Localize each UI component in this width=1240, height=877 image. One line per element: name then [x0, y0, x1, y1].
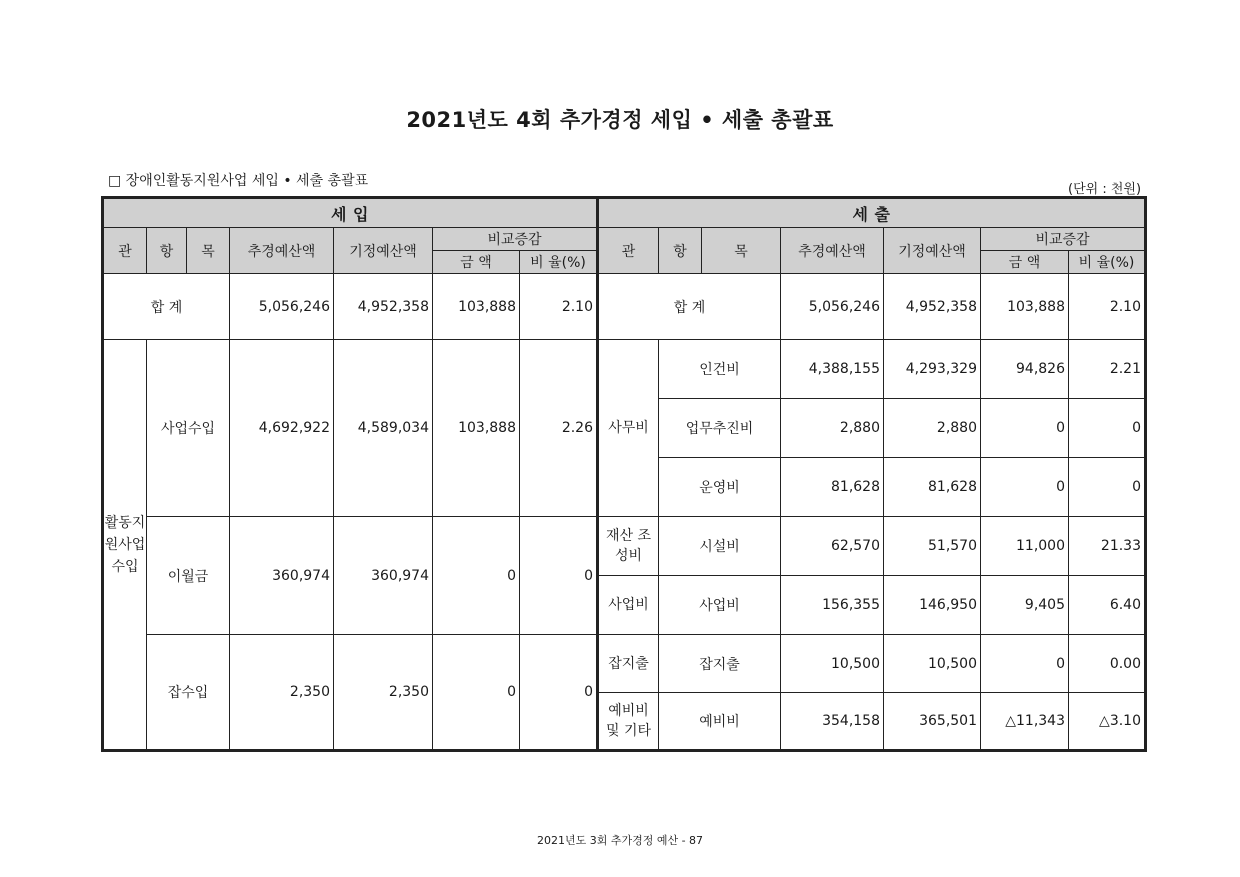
expense-existing: 146,950: [884, 576, 981, 635]
expense-existing: 2,880: [884, 399, 981, 458]
expense-existing: 81,628: [884, 458, 981, 517]
revenue-gwan: 활동지원사업수입: [103, 340, 147, 751]
expense-gwan: 재산 조성비: [598, 517, 659, 576]
expense-mok: 운영비: [659, 458, 781, 517]
expense-diff: △11,343: [981, 693, 1069, 751]
expense-diff: 0: [981, 635, 1069, 693]
col-mok: 목: [702, 228, 781, 274]
table-row: [103, 517, 1146, 576]
revenue-total-existing: 4,952,358: [334, 274, 433, 340]
table-row: [103, 340, 1146, 399]
revenue-revised: 2,350: [230, 635, 334, 751]
revenue-existing: 2,350: [334, 635, 433, 751]
expense-mok: 시설비: [659, 517, 781, 576]
expense-diff: 94,826: [981, 340, 1069, 399]
revenue-existing: 4,589,034: [334, 340, 433, 517]
revenue-diff: 103,888: [433, 340, 520, 517]
expense-ratio: 0: [1069, 458, 1146, 517]
expense-ratio: 2.21: [1069, 340, 1146, 399]
col-gwan: 관: [103, 228, 147, 274]
expense-existing: 51,570: [884, 517, 981, 576]
revenue-ratio: 2.26: [520, 340, 598, 517]
revenue-ratio: 0: [520, 635, 598, 751]
revenue-revised: 360,974: [230, 517, 334, 635]
revenue-total-diff: 103,888: [433, 274, 520, 340]
revenue-hang: 잡수입: [147, 635, 230, 751]
expense-total-revised: 5,056,246: [781, 274, 884, 340]
col-compare: 비교증감: [433, 228, 598, 251]
expense-section-header: 세 출: [598, 198, 1146, 228]
table-row: [103, 635, 1146, 693]
revenue-section-header: 세 입: [103, 198, 598, 228]
col-ratio: 비 율(%): [520, 251, 598, 274]
expense-gwan: 잡지출: [598, 635, 659, 693]
expense-revised: 354,158: [781, 693, 884, 751]
expense-diff: 9,405: [981, 576, 1069, 635]
revenue-total-ratio: 2.10: [520, 274, 598, 340]
revenue-total-label: 합 계: [103, 274, 230, 340]
revenue-ratio: 0: [520, 517, 598, 635]
col-gwan: 관: [598, 228, 659, 274]
page-title: 2021년도 4회 추가경정 세입 • 세출 총괄표: [406, 108, 834, 132]
expense-gwan: 사무비: [598, 340, 659, 517]
expense-mok: 잡지출: [659, 635, 781, 693]
expense-existing: 365,501: [884, 693, 981, 751]
expense-diff: 0: [981, 399, 1069, 458]
expense-total-ratio: 2.10: [1069, 274, 1146, 340]
expense-diff: 0: [981, 458, 1069, 517]
revenue-hang: 사업수입: [147, 340, 230, 517]
column-header-row: [103, 228, 1146, 251]
expense-diff: 11,000: [981, 517, 1069, 576]
col-mok: 목: [187, 228, 230, 274]
expense-revised: 81,628: [781, 458, 884, 517]
expense-ratio: 6.40: [1069, 576, 1146, 635]
col-hang: 항: [147, 228, 187, 274]
revenue-total-revised: 5,056,246: [230, 274, 334, 340]
page-footer: 2021년도 3회 추가경정 예산 - 87: [536, 834, 704, 847]
expense-revised: 62,570: [781, 517, 884, 576]
revenue-diff: 0: [433, 635, 520, 751]
total-row: [103, 274, 1146, 340]
col-amount: 금 액: [981, 251, 1069, 274]
expense-mok: 사업비: [659, 576, 781, 635]
expense-mok: 예비비: [659, 693, 781, 751]
col-compare: 비교증감: [981, 228, 1146, 251]
budget-summary-table: [101, 196, 1147, 752]
expense-gwan: 예비비 및 기타: [598, 693, 659, 751]
table-subtitle: □ 장애인활동지원사업 세입 • 세출 총괄표: [108, 173, 369, 189]
expense-revised: 4,388,155: [781, 340, 884, 399]
expense-gwan: 사업비: [598, 576, 659, 635]
expense-mok: 인건비: [659, 340, 781, 399]
unit-label: (단위 : 천원): [1068, 182, 1142, 197]
col-revised: 추경예산액: [230, 228, 334, 274]
col-ratio: 비 율(%): [1069, 251, 1146, 274]
expense-total-diff: 103,888: [981, 274, 1069, 340]
expense-ratio: 0.00: [1069, 635, 1146, 693]
expense-total-existing: 4,952,358: [884, 274, 981, 340]
expense-revised: 10,500: [781, 635, 884, 693]
expense-ratio: 0: [1069, 399, 1146, 458]
expense-revised: 156,355: [781, 576, 884, 635]
section-header-row: [103, 198, 1146, 228]
col-existing: 기정예산액: [884, 228, 981, 274]
expense-existing: 10,500: [884, 635, 981, 693]
revenue-diff: 0: [433, 517, 520, 635]
expense-ratio: △3.10: [1069, 693, 1146, 751]
expense-mok: 업무추진비: [659, 399, 781, 458]
revenue-existing: 360,974: [334, 517, 433, 635]
col-amount: 금 액: [433, 251, 520, 274]
col-existing: 기정예산액: [334, 228, 433, 274]
expense-total-label: 합 계: [598, 274, 781, 340]
col-revised: 추경예산액: [781, 228, 884, 274]
revenue-hang: 이월금: [147, 517, 230, 635]
col-hang: 항: [659, 228, 702, 274]
expense-existing: 4,293,329: [884, 340, 981, 399]
revenue-revised: 4,692,922: [230, 340, 334, 517]
expense-ratio: 21.33: [1069, 517, 1146, 576]
expense-revised: 2,880: [781, 399, 884, 458]
